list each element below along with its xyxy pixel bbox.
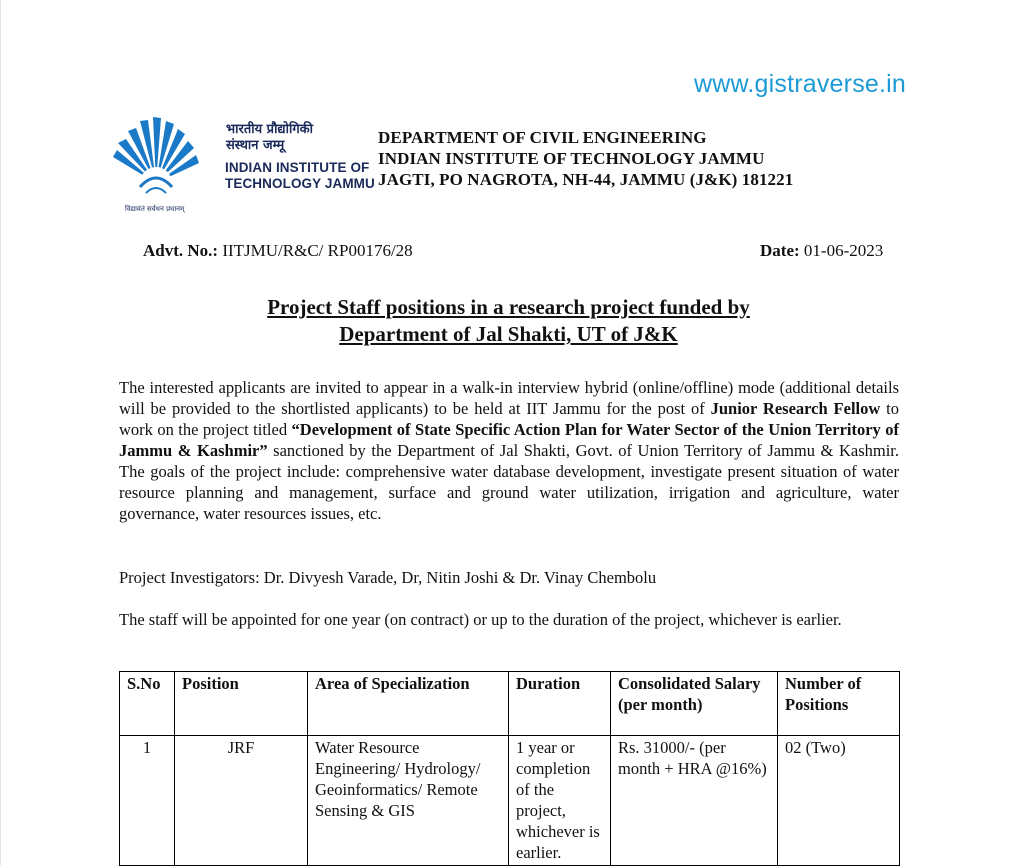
cell-area: Water Resource Engineering/ Hydrology/ Geoinformatics/ Remote Sensing & GIS xyxy=(308,736,509,866)
cell-number: 02 (Two) xyxy=(778,736,900,866)
header-position: Position xyxy=(175,672,308,736)
table-header-row xyxy=(120,672,900,736)
department-header xyxy=(378,127,793,190)
advertisement-number: Advt. No.: IITJMU/R&C/ RP00176/28 xyxy=(143,241,413,260)
table-row xyxy=(120,736,900,866)
watermark-url[interactable]: www.gistraverse.in xyxy=(694,70,906,98)
header-area: Area of Specialization xyxy=(308,672,509,736)
institute-motto: विद्यावंतं सर्वधन प्रधानम् xyxy=(125,205,185,213)
header-line-3: JAGTI, PO NAGROTA, NH-44, JAMMU (J&K) 181221 xyxy=(378,170,794,189)
iit-jammu-logo-icon xyxy=(108,113,208,218)
institute-name-english: INDIAN INSTITUTE OF TECHNOLOGY JAMMU xyxy=(225,160,375,191)
positions-table xyxy=(119,671,900,866)
header-line-1: DEPARTMENT OF CIVIL ENGINEERING xyxy=(378,128,707,147)
header-duration: Duration xyxy=(509,672,611,736)
cell-sno: 1 xyxy=(120,736,175,866)
cell-duration: 1 year or completion of the project, whichever is earlier. xyxy=(509,736,611,866)
header-number: Number of Positions xyxy=(778,672,900,736)
investigators-paragraph: Project Investigators: Dr. Divyesh Varade, Dr, Nitin Joshi & Dr. Vinay Chembolu xyxy=(119,568,657,587)
title-line-2: Department of Jal Shakti, UT of J&K xyxy=(339,322,678,346)
advertisement-date: Date: 01-06-2023 xyxy=(760,241,884,260)
cell-position: JRF xyxy=(175,736,308,866)
header-line-2: INDIAN INSTITUTE OF TECHNOLOGY JAMMU xyxy=(378,149,765,168)
cell-salary: Rs. 31000/- (per month + HRA @16%) xyxy=(611,736,778,866)
page-title xyxy=(0,294,1017,348)
appointment-paragraph: The staff will be appointed for one year (on contract) or up to the duration of the project, whichever is earlier. xyxy=(119,610,842,629)
page-edge xyxy=(0,0,1,865)
header-sno: S.No xyxy=(120,672,175,736)
intro-paragraph: The interested applicants are invited to appear in a walk-in interview hybrid (online/offline) mode (additional details will be provided to the shortlisted applicants) to be held at IIT Jammu for the post of Junior Research Fellow to work on the project titled “Development of State Specific Action Plan for Water Sector of the Union Territory of Jammu & Kashmir” sanctioned by the Department of Jal Shakti, Govt. of Union Territory of Jammu & Kashmir. The goals of the project include: comprehensive water database development, investigate present situation of water resource planning and management, surface and ground water utilization, irrigation and agriculture, water governance, water resources issues, etc. xyxy=(119,378,900,523)
header-salary: Consolidated Salary (per month) xyxy=(611,672,778,736)
title-line-1: Project Staff positions in a research project funded by xyxy=(267,295,750,319)
institute-name-hindi: भारतीय प्रौद्योगिकी संस्थान जम्मू xyxy=(226,122,314,153)
